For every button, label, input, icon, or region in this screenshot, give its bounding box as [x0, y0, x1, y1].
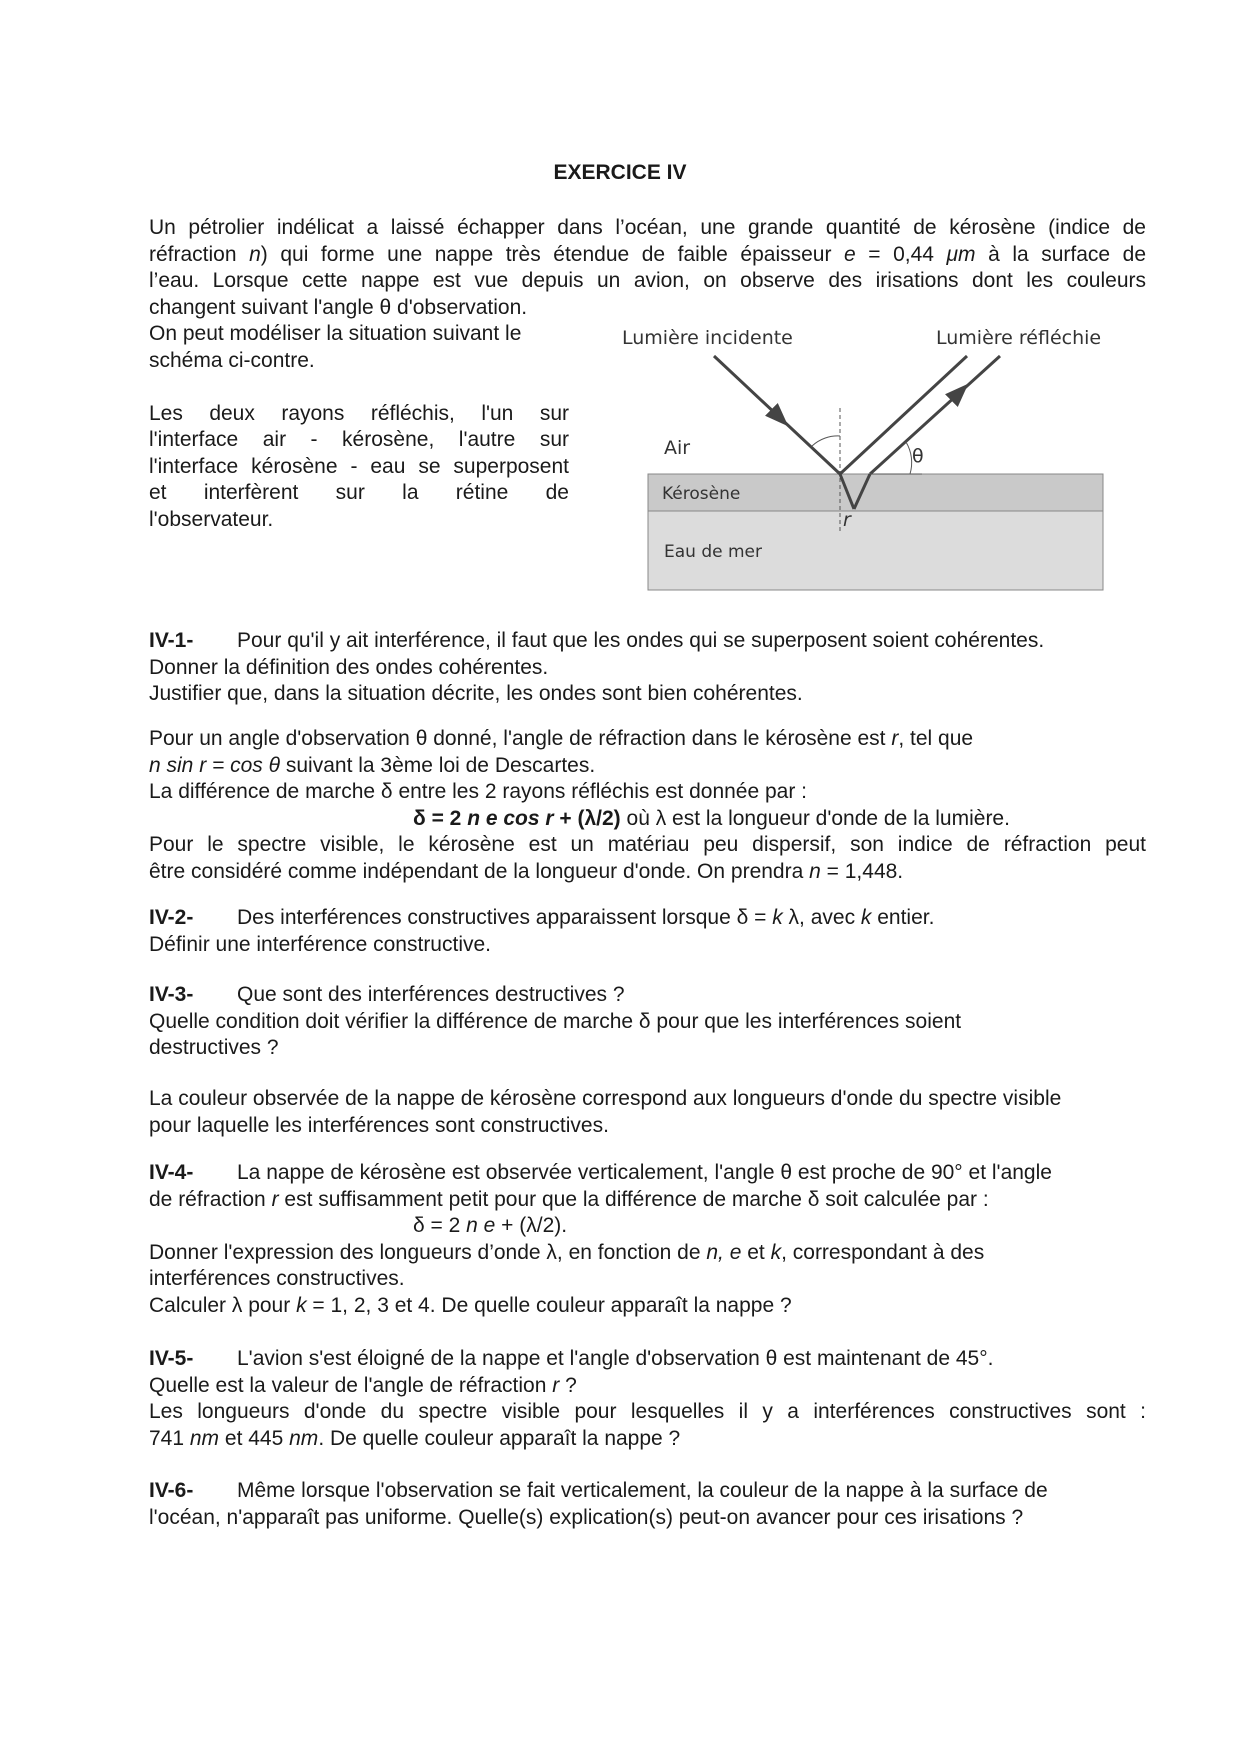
- question-label: IV-1-: [149, 629, 194, 652]
- model-line-1: On peut modéliser la situation suivant le: [149, 322, 522, 345]
- question-label: IV-2-: [149, 906, 194, 929]
- question-label: IV-3-: [149, 983, 194, 1006]
- p2-line-2: pour laquelle les interférences sont constructives.: [149, 1113, 609, 1137]
- q4-line-2: de réfraction r est suffisamment petit pour que la différence de marche δ soit calculée par :: [149, 1187, 989, 1211]
- label-r: r: [843, 509, 851, 531]
- left-column-text: [149, 321, 569, 533]
- question-iv-4: IV-4- La nappe de kérosène est observée verticalement, l'angle θ est proche de 90° et l'angle de réfraction r est suffisamment petit pour que la différence de marche δ soit calculée par : δ = 2 n e + (λ/2). Donner l'expression des longueurs d’onde λ, en fonction de n, e et k, correspondant à des interférences constructives. Calculer λ pour k = 1, 2, 3 et 4. De quelle couleur apparaît la nappe ?: [149, 1160, 1146, 1319]
- q6-line-2: l'océan, n'apparaît pas uniforme. Quelle(s) explication(s) peut-on avancer pour ces irisations ?: [149, 1505, 1024, 1529]
- label-air: Air: [664, 437, 691, 459]
- intro-paragraph: [149, 215, 1146, 321]
- label-theta: θ: [912, 445, 924, 467]
- colour-paragraph: [149, 1086, 1146, 1139]
- label-reflected-light: Lumière réfléchie: [936, 327, 1102, 349]
- question-iv-1: IV-1- Pour qu'il y ait interférence, il faut que les ondes qui se superposent soient cohérentes. Donner la définition des ondes cohérentes. Justifier que, dans la situation décrite, les ondes sont bien cohérentes.: [149, 628, 1146, 708]
- question-iv-2: IV-2- Des interférences constructives apparaissent lorsque δ = k λ, avec k entier. Définir une interférence constructive.: [149, 905, 1146, 958]
- q1-line-2: Donner la définition des ondes cohérentes.: [149, 655, 549, 679]
- intro-line-3: l’eau. Lorsque cette nappe est vue depuis un avion, on observe des irisations dont les couleurs: [149, 269, 1146, 292]
- rays-line-4: et interfèrent sur la rétine de: [149, 481, 569, 504]
- q2-line-2: Définir une interférence constructive.: [149, 932, 491, 956]
- question-iv-5: IV-5- L'avion s'est éloigné de la nappe et l'angle d'observation θ est maintenant de 45°. Quelle est la valeur de l'angle de réfraction r ? Les longueurs d'onde du spectre visible pour lesquelles il y a interférences constructives sont : 741 nm et 445 nm. De quelle couleur apparaît la nappe ?: [149, 1346, 1146, 1452]
- q1-line-3: Justifier que, dans la situation décrite, les ondes sont bien cohérentes.: [149, 682, 803, 705]
- q4-line-4: Donner l'expression des longueurs d’onde λ, en fonction de n, e et k, correspondant à des: [149, 1240, 985, 1264]
- rays-line-3: l'interface kérosène - eau se superposent: [149, 454, 569, 478]
- label-sea-water: Eau de mer: [664, 542, 762, 562]
- q5-line-2: Quelle est la valeur de l'angle de réfraction r ?: [149, 1373, 577, 1397]
- p1-formula: δ = 2 n e cos r + (λ/2) où λ est la longueur d'onde de la lumière.: [413, 806, 1010, 830]
- q4-line-5: interférences constructives.: [149, 1267, 405, 1290]
- intro-line-4: changent suivant l'angle θ d'observation.: [149, 295, 528, 319]
- reflected-ray-2: [870, 356, 1000, 474]
- p1-line-1: Pour un angle d'observation θ donné, l'angle de réfraction dans le kérosène est r, tel que: [149, 727, 974, 750]
- rays-line-1: Les deux rayons réfléchis, l'un sur: [149, 401, 569, 425]
- question-label: IV-5-: [149, 1347, 194, 1370]
- label-incident-light: Lumière incidente: [622, 327, 793, 349]
- q5-line-3: Les longueurs d'onde du spectre visible pour lesquelles il y a interférences constructives sont :: [149, 1400, 1146, 1423]
- question-label: IV-6-: [149, 1479, 194, 1502]
- p1-line-6: être considéré comme indépendant de la longueur d'onde. On prendra n = 1,448.: [149, 859, 904, 883]
- model-line-2: schéma ci-contre.: [149, 348, 315, 372]
- rays-line-2: l'interface air - kérosène, l'autre sur: [149, 428, 569, 451]
- q3-line-2: Quelle condition doit vérifier la différence de marche δ pour que les interférences soient: [149, 1009, 962, 1033]
- exercise-title: EXERCICE IV: [553, 161, 687, 184]
- path-difference-paragraph: [149, 726, 1146, 885]
- p1-line-3: La différence de marche δ entre les 2 rayons réfléchis est donnée par :: [149, 780, 808, 803]
- rays-line-5: l'observateur.: [149, 507, 274, 531]
- p1-line-2: n sin r = cos θ suivant la 3ème loi de Descartes.: [149, 753, 596, 777]
- incidence-angle-arc: [812, 436, 840, 446]
- p2-line-1: La couleur observée de la nappe de kérosène correspond aux longueurs d'onde du spectre visible: [149, 1087, 1062, 1110]
- theta-angle-arc: [906, 442, 912, 474]
- q4-formula: δ = 2 n e + (λ/2).: [413, 1214, 568, 1237]
- reflection-diagram: [622, 326, 1116, 592]
- incident-arrow: [772, 410, 782, 420]
- q3-line-3: destructives ?: [149, 1036, 279, 1059]
- intro-line-2: réfraction n) qui forme une nappe très étendue de faible épaisseur e = 0,44 μm à la surface de: [149, 242, 1146, 266]
- intro-line-1: Un pétrolier indélicat a laissé échapper dans l’océan, une grande quantité de kérosène (indice de: [149, 216, 1146, 239]
- q4-line-6: Calculer λ pour k = 1, 2, 3 et 4. De quelle couleur apparaît la nappe ?: [149, 1293, 792, 1317]
- reflected-arrow: [952, 390, 962, 400]
- question-iv-3: IV-3- Que sont des interférences destructives ? Quelle condition doit vérifier la différence de marche δ pour que les interférences soient destructives ?: [149, 982, 1146, 1062]
- question-iv-6: IV-6- Même lorsque l'observation se fait verticalement, la couleur de la nappe à la surface de l'océan, n'apparaît pas uniforme. Quelle(s) explication(s) peut-on avancer pour ces irisations ?: [149, 1478, 1146, 1531]
- q5-line-4: 741 nm et 445 nm. De quelle couleur apparaît la nappe ?: [149, 1426, 681, 1450]
- question-label: IV-4-: [149, 1161, 194, 1184]
- label-kerosene: Kérosène: [662, 484, 741, 504]
- p1-line-5: Pour le spectre visible, le kérosène est un matériau peu dispersif, son indice de réfraction peut: [149, 833, 1146, 856]
- reflected-ray-1: [840, 356, 967, 474]
